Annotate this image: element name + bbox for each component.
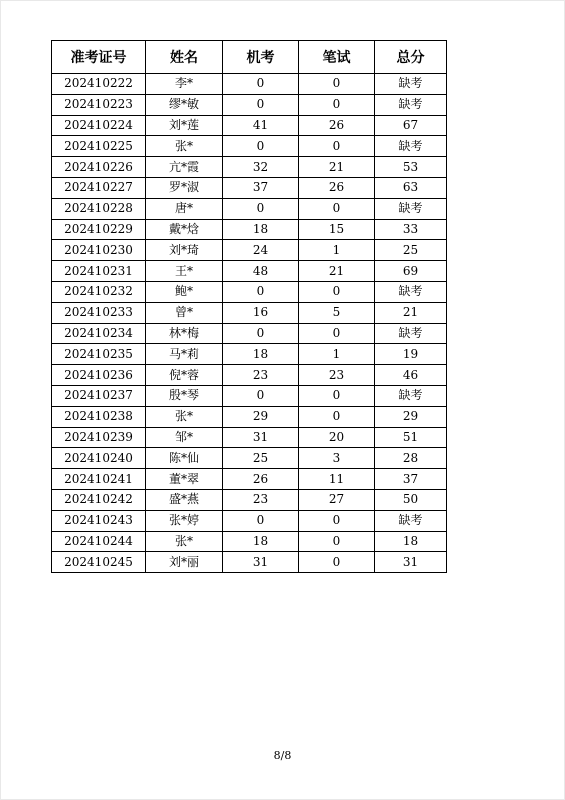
- cell-computer-score: 0: [223, 510, 299, 531]
- cell-total-score: 缺考: [375, 385, 447, 406]
- cell-exam-id: 202410244: [52, 531, 146, 552]
- cell-total-score: 缺考: [375, 136, 447, 157]
- cell-total-score: 缺考: [375, 323, 447, 344]
- cell-written-score: 3: [299, 448, 375, 469]
- cell-computer-score: 0: [223, 385, 299, 406]
- cell-exam-id: 202410243: [52, 510, 146, 531]
- table-row: [52, 406, 447, 427]
- cell-exam-id: 202410228: [52, 198, 146, 219]
- table-row: [52, 365, 447, 386]
- cell-name: 曾*: [146, 302, 223, 323]
- cell-name: 罗*淑: [146, 177, 223, 198]
- cell-name: 张*: [146, 406, 223, 427]
- cell-exam-id: 202410229: [52, 219, 146, 240]
- cell-name: 马*莉: [146, 344, 223, 365]
- header-written-exam: 笔试: [299, 41, 375, 74]
- cell-total-score: 缺考: [375, 74, 447, 95]
- cell-total-score: 缺考: [375, 94, 447, 115]
- table-row: [52, 261, 447, 282]
- cell-total-score: 缺考: [375, 198, 447, 219]
- cell-exam-id: 202410245: [52, 552, 146, 573]
- table-row: [52, 531, 447, 552]
- cell-name: 王*: [146, 261, 223, 282]
- cell-exam-id: 202410230: [52, 240, 146, 261]
- cell-computer-score: 26: [223, 469, 299, 490]
- cell-computer-score: 0: [223, 281, 299, 302]
- cell-written-score: 23: [299, 365, 375, 386]
- table-row: [52, 385, 447, 406]
- cell-total-score: 53: [375, 157, 447, 178]
- cell-total-score: 31: [375, 552, 447, 573]
- cell-name: 董*翠: [146, 469, 223, 490]
- cell-computer-score: 23: [223, 365, 299, 386]
- cell-exam-id: 202410242: [52, 489, 146, 510]
- table-row: [52, 427, 447, 448]
- table-header-row: [52, 41, 447, 74]
- cell-exam-id: 202410227: [52, 177, 146, 198]
- cell-name: 李*: [146, 74, 223, 95]
- cell-written-score: 0: [299, 406, 375, 427]
- table-row: [52, 136, 447, 157]
- cell-exam-id: 202410241: [52, 469, 146, 490]
- cell-total-score: 51: [375, 427, 447, 448]
- cell-name: 倪*蓉: [146, 365, 223, 386]
- cell-written-score: 0: [299, 510, 375, 531]
- cell-written-score: 20: [299, 427, 375, 448]
- cell-name: 张*婷: [146, 510, 223, 531]
- cell-computer-score: 0: [223, 94, 299, 115]
- cell-name: 缪*敏: [146, 94, 223, 115]
- table-row: [52, 469, 447, 490]
- cell-total-score: 37: [375, 469, 447, 490]
- cell-total-score: 18: [375, 531, 447, 552]
- table-row: [52, 240, 447, 261]
- cell-computer-score: 31: [223, 552, 299, 573]
- cell-exam-id: 202410224: [52, 115, 146, 136]
- cell-written-score: 0: [299, 74, 375, 95]
- cell-exam-id: 202410223: [52, 94, 146, 115]
- cell-total-score: 25: [375, 240, 447, 261]
- cell-computer-score: 16: [223, 302, 299, 323]
- cell-written-score: 26: [299, 115, 375, 136]
- cell-total-score: 缺考: [375, 281, 447, 302]
- cell-computer-score: 48: [223, 261, 299, 282]
- cell-written-score: 0: [299, 198, 375, 219]
- cell-name: 张*: [146, 136, 223, 157]
- cell-written-score: 5: [299, 302, 375, 323]
- cell-name: 刘*莲: [146, 115, 223, 136]
- cell-computer-score: 24: [223, 240, 299, 261]
- cell-total-score: 19: [375, 344, 447, 365]
- cell-total-score: 50: [375, 489, 447, 510]
- cell-name: 邹*: [146, 427, 223, 448]
- table-row: [52, 448, 447, 469]
- cell-written-score: 27: [299, 489, 375, 510]
- cell-name: 刘*琦: [146, 240, 223, 261]
- cell-computer-score: 29: [223, 406, 299, 427]
- cell-computer-score: 18: [223, 531, 299, 552]
- table-row: [52, 323, 447, 344]
- table-row: [52, 281, 447, 302]
- cell-total-score: 63: [375, 177, 447, 198]
- cell-total-score: 33: [375, 219, 447, 240]
- cell-exam-id: 202410237: [52, 385, 146, 406]
- table-row: [52, 157, 447, 178]
- cell-written-score: 0: [299, 385, 375, 406]
- table-row: [52, 302, 447, 323]
- cell-name: 殷*琴: [146, 385, 223, 406]
- cell-computer-score: 25: [223, 448, 299, 469]
- cell-written-score: 1: [299, 344, 375, 365]
- cell-exam-id: 202410225: [52, 136, 146, 157]
- cell-total-score: 67: [375, 115, 447, 136]
- cell-written-score: 1: [299, 240, 375, 261]
- cell-name: 张*: [146, 531, 223, 552]
- cell-computer-score: 37: [223, 177, 299, 198]
- cell-computer-score: 41: [223, 115, 299, 136]
- cell-exam-id: 202410222: [52, 74, 146, 95]
- cell-name: 亢*霞: [146, 157, 223, 178]
- cell-written-score: 15: [299, 219, 375, 240]
- cell-written-score: 0: [299, 281, 375, 302]
- score-table: [51, 40, 447, 573]
- cell-exam-id: 202410231: [52, 261, 146, 282]
- cell-computer-score: 23: [223, 489, 299, 510]
- cell-computer-score: 18: [223, 344, 299, 365]
- cell-written-score: 0: [299, 94, 375, 115]
- cell-written-score: 0: [299, 136, 375, 157]
- cell-written-score: 21: [299, 261, 375, 282]
- cell-total-score: 46: [375, 365, 447, 386]
- table-row: [52, 489, 447, 510]
- cell-written-score: 21: [299, 157, 375, 178]
- cell-exam-id: 202410234: [52, 323, 146, 344]
- cell-computer-score: 32: [223, 157, 299, 178]
- cell-exam-id: 202410232: [52, 281, 146, 302]
- cell-computer-score: 18: [223, 219, 299, 240]
- header-computer-exam: 机考: [223, 41, 299, 74]
- cell-exam-id: 202410235: [52, 344, 146, 365]
- cell-exam-id: 202410239: [52, 427, 146, 448]
- table-row: [52, 115, 447, 136]
- cell-exam-id: 202410233: [52, 302, 146, 323]
- cell-total-score: 缺考: [375, 510, 447, 531]
- cell-name: 陈*仙: [146, 448, 223, 469]
- cell-computer-score: 0: [223, 323, 299, 344]
- table-row: [52, 510, 447, 531]
- cell-name: 刘*丽: [146, 552, 223, 573]
- table-row: [52, 219, 447, 240]
- header-exam-id: 准考证号: [52, 41, 146, 74]
- cell-name: 唐*: [146, 198, 223, 219]
- cell-computer-score: 31: [223, 427, 299, 448]
- page-number: 8/8: [273, 749, 292, 762]
- table-row: [52, 198, 447, 219]
- table-body: [52, 74, 447, 573]
- cell-written-score: 26: [299, 177, 375, 198]
- header-total-score: 总分: [375, 41, 447, 74]
- table-row: [52, 74, 447, 95]
- cell-exam-id: 202410240: [52, 448, 146, 469]
- cell-exam-id: 202410238: [52, 406, 146, 427]
- cell-total-score: 21: [375, 302, 447, 323]
- cell-written-score: 0: [299, 323, 375, 344]
- table-row: [52, 344, 447, 365]
- cell-name: 鲍*: [146, 281, 223, 302]
- cell-total-score: 28: [375, 448, 447, 469]
- cell-written-score: 0: [299, 552, 375, 573]
- cell-written-score: 11: [299, 469, 375, 490]
- cell-computer-score: 0: [223, 198, 299, 219]
- cell-exam-id: 202410226: [52, 157, 146, 178]
- header-name: 姓名: [146, 41, 223, 74]
- cell-written-score: 0: [299, 531, 375, 552]
- cell-exam-id: 202410236: [52, 365, 146, 386]
- cell-computer-score: 0: [223, 136, 299, 157]
- cell-name: 林*梅: [146, 323, 223, 344]
- table-row: [52, 177, 447, 198]
- cell-total-score: 29: [375, 406, 447, 427]
- table-row: [52, 94, 447, 115]
- table-row: [52, 552, 447, 573]
- cell-name: 盛*燕: [146, 489, 223, 510]
- cell-computer-score: 0: [223, 74, 299, 95]
- cell-name: 戴*焓: [146, 219, 223, 240]
- cell-total-score: 69: [375, 261, 447, 282]
